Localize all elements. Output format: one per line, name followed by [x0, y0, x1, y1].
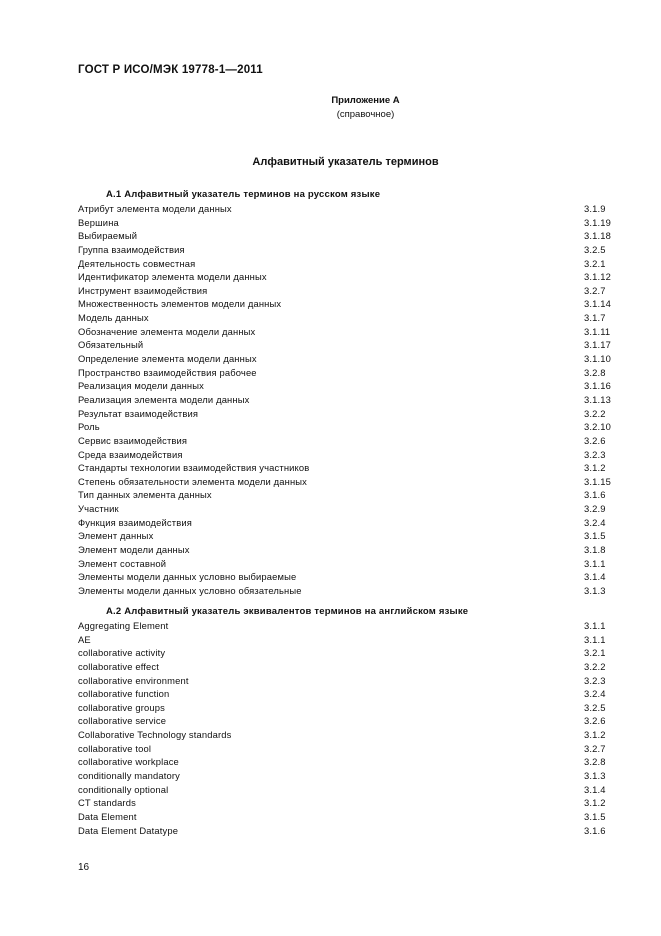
- index-entry: [78, 502, 608, 516]
- entry-reference: 3.2.7: [584, 742, 606, 754]
- entry-term: Модель данных: [78, 312, 149, 324]
- index-entry: [78, 728, 608, 742]
- entry-term: Стандарты технологии взаимодействия участников: [78, 462, 310, 474]
- index-entry: [78, 755, 608, 769]
- entry-term: collaborative activity: [78, 647, 166, 659]
- entry-reference: 3.2.5: [584, 243, 606, 255]
- index-entry: [78, 619, 608, 633]
- entry-reference: 3.2.2: [584, 660, 606, 672]
- entry-term: Идентификатор элемента модели данных: [78, 271, 267, 283]
- entry-term: Обязательный: [78, 339, 144, 351]
- entry-term: Обозначение элемента модели данных: [78, 325, 256, 337]
- section-russian-terms: [78, 188, 611, 598]
- index-entry: [78, 810, 608, 824]
- entry-term: collaborative groups: [78, 701, 165, 713]
- entry-term: collaborative tool: [78, 742, 152, 754]
- entry-reference: 3.1.3: [584, 770, 606, 782]
- term-list: [78, 202, 611, 598]
- entry-term: collaborative workplace: [78, 756, 179, 768]
- section-heading: А.1 Алфавитный указатель терминов на русском языке: [106, 189, 381, 200]
- index-entry: [78, 393, 611, 407]
- entry-term: Результат взаимодействия: [78, 407, 199, 419]
- entry-reference: 3.1.4: [584, 783, 606, 795]
- entry-reference: 3.2.9: [584, 503, 606, 515]
- index-entry: [78, 570, 608, 584]
- entry-term: Функция взаимодействия: [78, 516, 192, 528]
- entry-reference: 3.2.1: [584, 647, 606, 659]
- entry-reference: 3.1.2: [584, 729, 606, 741]
- entry-term: Элементы модели данных условно обязательные: [78, 584, 302, 596]
- annex-heading: [0, 94, 661, 122]
- index-entry: [78, 284, 608, 298]
- index-entry: [78, 338, 611, 352]
- entry-term: Реализация модели данных: [78, 380, 204, 392]
- index-entry: [78, 379, 611, 393]
- index-entry: [78, 687, 608, 701]
- index-entry: [78, 742, 608, 756]
- index-entry: [78, 584, 608, 598]
- index-entry: [78, 434, 608, 448]
- index-entry: [78, 352, 611, 366]
- entry-reference: 3.1.1: [584, 620, 606, 631]
- index-entry: [78, 824, 608, 838]
- entry-term: Collaborative Technology standards: [78, 729, 232, 741]
- index-entry: [78, 529, 608, 543]
- entry-reference: 3.1.10: [584, 353, 611, 365]
- term-list: [78, 619, 608, 837]
- page-number: 16: [78, 862, 90, 873]
- index-entry: [78, 633, 608, 647]
- entry-term: conditionally optional: [78, 783, 169, 795]
- entry-reference: 3.2.8: [584, 756, 606, 768]
- entry-reference: 3.1.3: [584, 584, 606, 596]
- entry-term: Элемент модели данных: [78, 544, 190, 556]
- section-heading: А.2 Алфавитный указатель эквивалентов терминов на английском языке: [106, 606, 469, 617]
- index-entry: [78, 557, 608, 571]
- entry-term: Деятельность совместная: [78, 257, 196, 269]
- index-entry: [78, 516, 608, 530]
- entry-reference: 3.2.10: [584, 421, 611, 433]
- index-entry: [78, 257, 608, 271]
- entry-term: Тип данных элемента данных: [78, 489, 212, 501]
- index-entry: [78, 701, 608, 715]
- entry-term: Роль: [78, 421, 100, 433]
- entry-term: Инструмент взаимодействия: [78, 284, 208, 296]
- index-entry: [78, 325, 611, 339]
- entry-term: Среда взаимодействия: [78, 448, 183, 460]
- entry-term: Группа взаимодействия: [78, 243, 185, 255]
- entry-term: AE: [78, 633, 91, 645]
- entry-reference: 3.1.6: [584, 489, 606, 501]
- index-entry: [78, 270, 611, 284]
- entry-reference: 3.1.15: [584, 475, 611, 487]
- index-entry: [78, 769, 608, 783]
- index-entry: [78, 646, 608, 660]
- index-entry: [78, 783, 608, 797]
- entry-reference: 3.1.6: [584, 824, 606, 836]
- entry-reference: 3.2.3: [584, 448, 606, 460]
- entry-reference: 3.2.4: [584, 688, 606, 700]
- index-entry: [78, 420, 611, 434]
- entry-term: Элемент составной: [78, 557, 167, 569]
- entry-term: Вершина: [78, 216, 119, 228]
- index-entry: [78, 297, 611, 311]
- entry-term: Участник: [78, 503, 119, 515]
- entry-reference: 3.1.11: [584, 325, 611, 337]
- entry-term: collaborative environment: [78, 674, 189, 686]
- entry-reference: 3.1.1: [584, 557, 606, 569]
- entry-reference: 3.2.3: [584, 674, 606, 686]
- entry-term: Атрибут элемента модели данных: [78, 203, 232, 214]
- index-entry: [78, 543, 608, 557]
- index-entry: [78, 461, 608, 475]
- entry-reference: 3.1.19: [584, 216, 611, 228]
- index-entry: [78, 660, 608, 674]
- entry-term: Data Element Datatype: [78, 824, 179, 836]
- entry-term: Data Element: [78, 810, 137, 822]
- entry-reference: 3.1.12: [584, 271, 611, 283]
- entry-reference: 3.1.2: [584, 462, 606, 474]
- entry-reference: 3.1.16: [584, 380, 611, 392]
- entry-term: Определение элемента модели данных: [78, 353, 257, 365]
- index-entry: [78, 796, 608, 810]
- annex-kind: (справочное): [336, 109, 395, 120]
- entry-term: Выбираемый: [78, 230, 138, 242]
- entry-reference: 3.1.9: [584, 203, 606, 214]
- entry-term: Пространство взаимодействия рабочее: [78, 366, 257, 378]
- entry-term: CT standards: [78, 797, 136, 809]
- index-entry: [78, 202, 608, 216]
- index-entry: [78, 674, 608, 688]
- entry-term: conditionally mandatory: [78, 770, 180, 782]
- entry-reference: 3.2.8: [584, 366, 606, 378]
- entry-term: Сервис взаимодействия: [78, 434, 188, 446]
- entry-reference: 3.2.6: [584, 715, 606, 727]
- entry-reference: 3.2.2: [584, 407, 606, 419]
- entry-reference: 3.1.5: [584, 530, 606, 542]
- entry-term: collaborative service: [78, 715, 167, 727]
- entry-reference: 3.1.7: [584, 312, 606, 324]
- index-entry: [78, 216, 611, 230]
- entry-reference: 3.1.2: [584, 797, 606, 809]
- entry-term: Aggregating Element: [78, 620, 169, 631]
- entry-term: Элементы модели данных условно выбираемые: [78, 571, 297, 583]
- entry-reference: 3.1.17: [584, 339, 611, 351]
- entry-reference: 3.2.6: [584, 434, 606, 446]
- entry-term: collaborative effect: [78, 660, 159, 672]
- entry-reference: 3.1.8: [584, 544, 606, 556]
- entry-reference: 3.2.5: [584, 701, 606, 713]
- entry-reference: 3.1.5: [584, 810, 606, 822]
- index-entry: [78, 714, 608, 728]
- entry-reference: 3.1.18: [584, 230, 611, 242]
- index-entry: [78, 407, 608, 421]
- entry-reference: 3.2.1: [584, 257, 606, 269]
- entry-term: Элемент данных: [78, 530, 154, 542]
- entry-reference: 3.2.7: [584, 284, 606, 296]
- entry-term: Множественность элементов модели данных: [78, 298, 282, 310]
- index-title: Алфавитный указатель терминов: [252, 156, 439, 168]
- index-entry: [78, 311, 608, 325]
- index-entry: [78, 229, 611, 243]
- index-entry: [78, 488, 608, 502]
- index-entry: [78, 475, 611, 489]
- entry-reference: 3.1.1: [584, 633, 606, 645]
- entry-term: Реализация элемента модели данных: [78, 393, 250, 405]
- index-entry: [78, 366, 608, 380]
- entry-reference: 3.2.4: [584, 516, 606, 528]
- section-english-terms: [78, 605, 608, 837]
- entry-reference: 3.1.4: [584, 571, 606, 583]
- entry-reference: 3.1.13: [584, 393, 611, 405]
- index-entry: [78, 243, 608, 257]
- annex-title: Приложение А: [331, 95, 400, 106]
- entry-term: Степень обязательности элемента модели данных: [78, 475, 308, 487]
- standard-header: ГОСТ Р ИСО/МЭК 19778-1—2011: [78, 64, 263, 76]
- index-entry: [78, 448, 608, 462]
- entry-reference: 3.1.14: [584, 298, 611, 310]
- entry-term: collaborative function: [78, 688, 170, 700]
